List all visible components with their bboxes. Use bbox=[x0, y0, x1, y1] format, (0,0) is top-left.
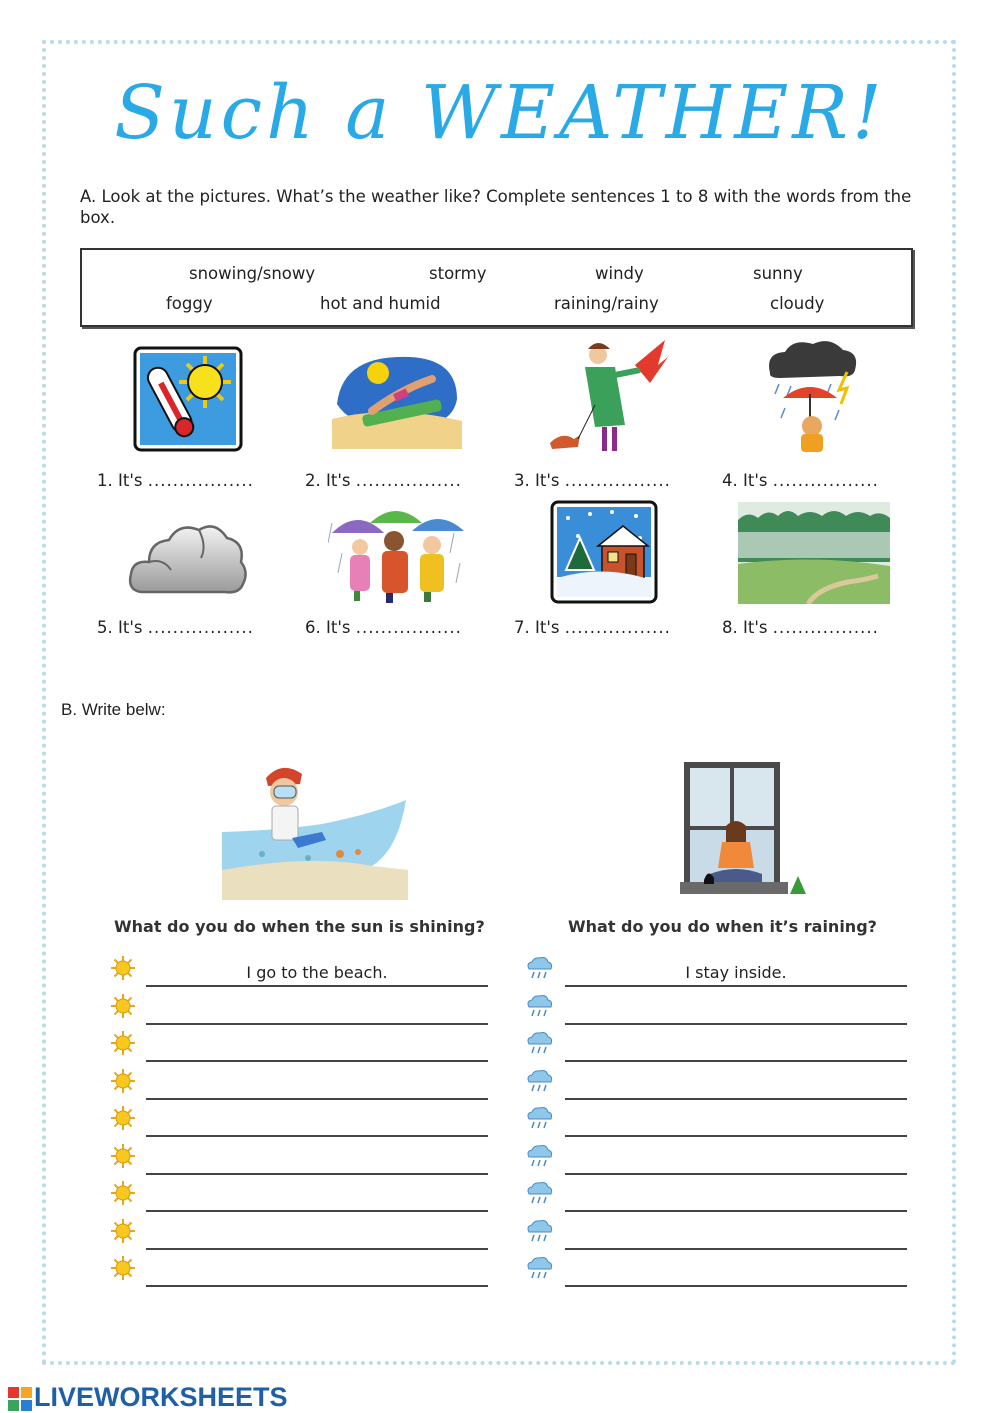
sentence-5-text: It's bbox=[118, 618, 143, 637]
word-sunny: sunny bbox=[753, 264, 803, 283]
word-cloudy: cloudy bbox=[770, 294, 825, 313]
page-border bbox=[42, 40, 956, 1365]
section-a-instructions: A. Look at the pictures. What’s the weather like? Complete sentences 1 to 8 with the words from the box. bbox=[80, 187, 912, 227]
sentence-4-text: It's bbox=[743, 471, 768, 490]
rain-answer-example[interactable]: I stay inside. bbox=[685, 963, 787, 982]
sentence-6-number: 6. bbox=[305, 618, 321, 637]
rain-answer-line[interactable] bbox=[565, 1285, 907, 1287]
word-windy: windy bbox=[595, 264, 644, 283]
sun-answer-line[interactable] bbox=[146, 1210, 488, 1212]
storm-umbrella-icon bbox=[765, 338, 860, 460]
sentence-1-text: It's bbox=[118, 471, 143, 490]
sentence-5 bbox=[97, 618, 254, 637]
sentence-3-number: 3. bbox=[514, 471, 530, 490]
rain-answer-line[interactable] bbox=[565, 1023, 907, 1025]
sun-answer-example[interactable]: I go to the beach. bbox=[246, 963, 388, 982]
sentence-6-text: It's bbox=[326, 618, 351, 637]
sun-icon bbox=[110, 1030, 136, 1060]
sentence-5-blank[interactable]: ................. bbox=[147, 618, 254, 637]
word-snowing: snowing/snowy bbox=[189, 264, 316, 283]
rain-cloud-icon bbox=[525, 1030, 553, 1060]
sun-icon bbox=[110, 955, 136, 985]
sentence-4-blank[interactable]: ................. bbox=[772, 471, 879, 490]
sentence-8-text: It's bbox=[743, 618, 768, 637]
sentence-3-blank[interactable]: ................. bbox=[564, 471, 671, 490]
sentence-7-blank[interactable]: ................. bbox=[564, 618, 671, 637]
rain-answer-line[interactable] bbox=[565, 985, 907, 987]
sentence-2-text: It's bbox=[326, 471, 351, 490]
word-foggy: foggy bbox=[166, 294, 213, 313]
rain-answer-line[interactable] bbox=[565, 1135, 907, 1137]
sentence-3 bbox=[514, 471, 671, 490]
sentence-2 bbox=[305, 471, 462, 490]
thermometer-sun-icon bbox=[133, 346, 243, 452]
sentence-8 bbox=[722, 618, 879, 637]
rain-answer-line[interactable] bbox=[565, 1210, 907, 1212]
sentence-6 bbox=[305, 618, 462, 637]
sentence-3-text: It's bbox=[535, 471, 560, 490]
cloud-icon bbox=[127, 512, 249, 598]
sentence-2-blank[interactable]: ................. bbox=[355, 471, 462, 490]
sentence-6-blank[interactable]: ................. bbox=[355, 618, 462, 637]
sentence-7-number: 7. bbox=[514, 618, 530, 637]
sun-answer-line[interactable] bbox=[146, 985, 488, 987]
sun-icon bbox=[110, 1105, 136, 1135]
sentence-7 bbox=[514, 618, 671, 637]
sun-question: What do you do when the sun is shining? bbox=[114, 917, 485, 936]
sun-icon bbox=[110, 1143, 136, 1173]
rain-cloud-icon bbox=[525, 1143, 553, 1173]
snow-house-icon bbox=[550, 500, 658, 604]
sentence-8-blank[interactable]: ................. bbox=[772, 618, 879, 637]
sentence-1-blank[interactable]: ................. bbox=[147, 471, 254, 490]
rain-answer-line[interactable] bbox=[565, 1060, 907, 1062]
windy-woman-icon bbox=[540, 335, 670, 460]
rain-cloud-icon bbox=[525, 1255, 553, 1285]
sunbathing-icon bbox=[332, 349, 462, 449]
window-girl-icon bbox=[680, 760, 808, 900]
sentence-7-text: It's bbox=[535, 618, 560, 637]
sentence-4 bbox=[722, 471, 879, 490]
sentence-5-number: 5. bbox=[97, 618, 113, 637]
sun-answer-line[interactable] bbox=[146, 1173, 488, 1175]
word-raining: raining/rainy bbox=[554, 294, 659, 313]
sun-icon bbox=[110, 1068, 136, 1098]
rain-cloud-icon bbox=[525, 1105, 553, 1135]
section-b-heading: B. Write belw: bbox=[61, 700, 166, 719]
beach-snorkel-icon bbox=[222, 758, 408, 900]
sun-answer-line[interactable] bbox=[146, 1098, 488, 1100]
brand-name: LIVEWORKSHEETS bbox=[34, 1382, 288, 1412]
sun-icon bbox=[110, 1218, 136, 1248]
word-hot-humid: hot and humid bbox=[320, 294, 441, 313]
sun-answer-line[interactable] bbox=[146, 1285, 488, 1287]
worksheet-title: Such a WEATHER! bbox=[114, 70, 886, 156]
rain-answer-line[interactable] bbox=[565, 1248, 907, 1250]
sentence-1-number: 1. bbox=[97, 471, 113, 490]
sun-answer-line[interactable] bbox=[146, 1060, 488, 1062]
rain-answer-line[interactable] bbox=[565, 1173, 907, 1175]
rain-answer-line[interactable] bbox=[565, 1098, 907, 1100]
sentence-1 bbox=[97, 471, 254, 490]
rain-cloud-icon bbox=[525, 1180, 553, 1210]
sentence-2-number: 2. bbox=[305, 471, 321, 490]
sun-icon bbox=[110, 993, 136, 1023]
rain-cloud-icon bbox=[525, 1218, 553, 1248]
sentence-8-number: 8. bbox=[722, 618, 738, 637]
sun-answer-line[interactable] bbox=[146, 1023, 488, 1025]
rain-cloud-icon bbox=[525, 1068, 553, 1098]
rain-cloud-icon bbox=[525, 955, 553, 985]
rain-question: What do you do when it’s raining? bbox=[568, 917, 877, 936]
word-box bbox=[80, 248, 913, 327]
sun-icon bbox=[110, 1180, 136, 1210]
rain-cloud-icon bbox=[525, 993, 553, 1023]
rain-children-icon bbox=[328, 503, 464, 605]
sentence-4-number: 4. bbox=[722, 471, 738, 490]
sun-answer-line[interactable] bbox=[146, 1135, 488, 1137]
sun-answer-line[interactable] bbox=[146, 1248, 488, 1250]
sun-icon bbox=[110, 1255, 136, 1285]
liveworksheets-footer bbox=[8, 1382, 288, 1413]
word-stormy: stormy bbox=[429, 264, 487, 283]
fog-landscape-icon bbox=[738, 502, 890, 604]
liveworksheets-logo-icon bbox=[8, 1387, 32, 1411]
